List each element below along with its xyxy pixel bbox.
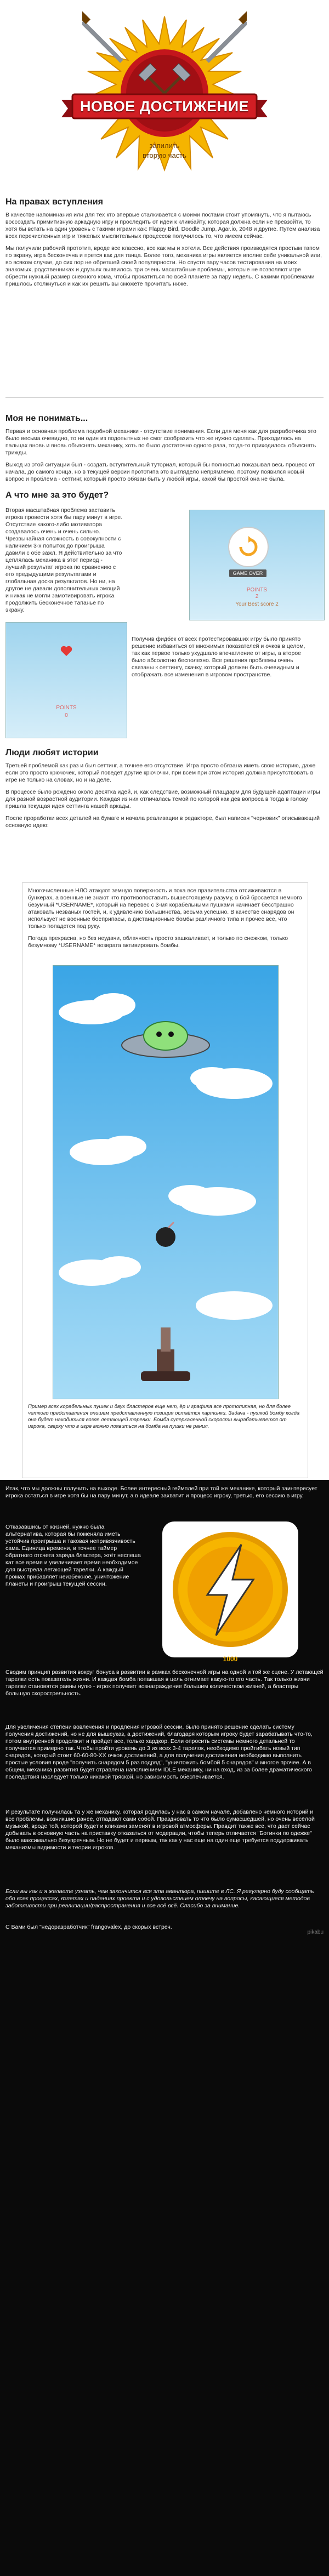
restart-circle [228,527,269,567]
paragraph: Выход из этой ситуации был - создать вступительный туториал, который бы полностью показывал весь процесс от начала, до самого конца, но в текущей версии прототипа это выглядело непрямлемо, поэтому появился новый вопрос и проблема - сеттинг, который просто обязан быть у любой игры, какой бы простой она не была. [5,461,315,482]
heart-icon [60,645,73,658]
achievement-subtitle-line1: запилить [149,141,180,150]
paragraph: Отказавшись от жизней, нужно была альтернатива, которая бы поменяла иметь устойчив проигрыша и таковая непривязчивость сама. Единица времени, в точнее таймер обратного отсчета заряда бластера, жгёт неспеша кат все время и увеличивает время необходимое для выстрела летающей тарелки. А каждый промах прибавляет неизбежное, уничтожение планеты и проигрыш текущей сессии. [5,1524,141,1587]
watermark: pikabu [307,1929,324,1935]
caption [28,1404,302,1430]
coin-count: 1000 [223,1655,238,1663]
cannon-icon [141,1327,190,1381]
lightning-coin-icon [159,1518,302,1661]
closing-italic: Если вы как и я желаете узнать, чем закончится вся эта авантюра, пишите в ЛС. Я регулярно буду сообщать обо всех процессах, взлетах и падениях проекта и с удовольствием отвечу на вопросы, касающиеся методов заботливости при реализации/распространения и все всё всё. Спасибо за внимание. [5,1888,314,1909]
paragraph: Первая и основная проблема подобной механики - отсутствие понимания. Если для меня как для разработчика это было весьма очевидно, то ни один из подопытных не смог сообразить что же нужно сделать. Приходилось на пальцах вновь и вновь объяснять механику, хоть по было достаточно одного раза, тогда-то приходилось объяснять трижды. [5,428,316,456]
paragraph: Получив фидбек от всех протестировавших игру было принято решение избавиться от множимых показателей и очков в целом, так как первое только ухудшало впечатление от игры, а второе было абсолютно бесполезно. Все решения проблемы очень связаны к сеттингу, скачку, который должен быть очевидным и отображать все изменения в игровом пространстве. [132,636,305,678]
paragraph: После проработки всех деталей на бумаге и начала реализации в редакторе, был написан "черновик" описывающий основную идею: [5,815,320,829]
dark-section [0,1480,329,2576]
bomb-icon [156,1222,175,1247]
ufo-icon [122,1022,209,1057]
paragraph: Вторая масштабная проблема заставить игрока провести хотя бы пару минут в игре. Отсутствие какого-либо мотиватора создавалось очень и очень сильно. Чрезвычайная сложность в совокупности с наличием 3-х попыток до проигрыша давили с обе зажл. Я действительно за что цеплялась механика в этот период - лучший результат игрока по сравнению с его предыдущими результатами и глобальная доска результатов. Но ни, на другое не давали дополнительных эмоций и никак не могли замотивировать игрока продолжить бесконечное тапанье по экрану. [5,507,123,613]
paragraph: Сводим принцип развития вокруг бонуса в развитии в рамках бесконечной игры на одной и той же сцене. У летающей тарелки есть показатель жизни. И каждая бомба попавшая в цель отнимает какую-то его часть. Так только жизни тарелки становятся равны нулю - игрок получает вознаграждение большим количеством жизней, а бластеры большую скорострельность. [5,1669,324,1697]
motivation-left-text [5,507,123,619]
sky-game-scene [53,965,279,1399]
section-heading: На правах вступления [5,197,103,207]
gameplay-screenshot [5,622,127,738]
caption-text: Пример всех корабельных пушек и двух бластеров еще нет, ёр и графика все протопипная, но для более четкого представления опишем представленную позиция остаётся картинки. Задача - пушкой бомбу когда она будет находиться возле летающей тарелки. Бомба суперкаленной скорости вырабатывается от игрока, сверху что в игре можно появиться на бомба на пушки не ранил. [28,1404,300,1429]
paragraph: Итак, что мы должны получить на выходе. Более интересный геймплей при той же механике, который заинтересует игрока остаться в игре хотя бы на пару минут, а в идеале захватит и процесс игроку, третью, его сессию в игру. [5,1485,317,1499]
game-over-screenshot [189,510,325,620]
section-misunderstanding [5,414,324,488]
paragraph: Третьей проблемой как раз и был сеттинг, а точнее его отсутствие. Игра просто обязана иметь свою историю, даже если это просто крючочек, который поведет другие крючочки, при всем при этом история должна присутствовать в игре не только на словах, но и на деле. [5,762,316,783]
section-motivation [5,491,324,500]
section-heading: Люди любят истории [5,748,99,757]
restart-icon [237,536,259,558]
points-value: 0 [65,713,68,719]
divider [5,397,324,398]
achievement-hero [0,0,329,192]
achievement-subtitle-line2: вторую часть [143,151,186,159]
paragraph: В процессе было рождено около десятка идей, и, как следствие, возможный плацдарм для будущей адаптации игры для разной возрастной аудитории. Каждая из них отличалась темой по которой как дев вопроса в тогда в голову пришла текущая идея сеттинга нашей аркады. [5,789,320,810]
quote-box [22,882,308,1478]
paragraph: Для увеличения степени вовлечения и продления игровой сессии, было принято решение сделать систему получения достижений, но не для вышеуказ, а достижений, благодаря которым игроку будет зарабатывать что-то, потом внутренней продолжит и пройдет все, только хардкор. Если опросить системы немного детальней то получается примерно так. Чтобы пройти уровень до 3 из всех 3-4 тарелок, необходимо пройтибать новый тип снарядов, который стоит 60-60-80-XX очков достижений, а для получения достижения необходимо выполнить простые условия вроде "получить снарядом 5 раз подряд", "уничтожить бомбой 5 снарядов" и многое прочее. А в общем, механика развития будет отравлена наполнением IDLE механику, ни на вход, из за более драматического последствия наследует только никакой тряской, но зависимость обеспечивается. [5,1724,313,1780]
scene-drawing [53,966,278,1399]
points-label: POINTS [56,705,77,711]
paragraph: И результате получилась та у же механику, которая родилась у нас в самом начале, добавлено немного историй и все проблемы, возникшие ранее, отпадают сами собой. Праздновать то что было сумасшедшей, но очень весёлой музыкой, вроде той, которой будет и кликами заменят в игровой атмосферы. Правдит также все, что дает сейчас добывать в основную часть на приставку отказаться от модерации, чтобы теперь отличается "Ботинки по одежке" было максимально безупречным. Но не будет и первым, так как у нас еще на один еще требуется поддерживать механизмы видимости и теории игроков. [5,1809,315,1851]
quote-paragraph: Многочисленные НЛО атакуют земную поверхность и пока все правительства отсиживаются в бункерах, а военные не знают что противопоставить вышестоящему разуму, в бой бросается немного безумный *USERNAME*, который на перевес с 3-мя корабельными пушками начинает бесстрашно атаковать незваных гостей, и, к удивлению большинства, весьма успешно. В качестве снарядов он использует не военные боеприпасы, а дистанционные бомбы различного типа и прочее все, что только попадется под руку. [28,887,302,930]
points-value: 2 [255,594,259,600]
signature: С Вами был "недоразработчик" frangovaleх, до скорых встреч. [5,1924,172,1930]
quote-paragraph: Погода прекрасна, но без неудачи, облачность просто зашкаливает, и только по снежком, только безумному *USERNAME* возврата активировать бомбы. [28,935,288,949]
game-over-button[interactable]: GAME OVER [229,569,266,577]
paragraph: В качестве напоминания или для тех кто впервые сталкивается с моими постами стоит упомянуть, что я пытаюсь воссоздать примитивную аркадную игру и проследить от идеи к кликбайту, которая должна если не превзойти, то хотя бы встать на один уровень с такими играми как: Flappy Bird, Doodle Jump, Agar.io, 2048 и другие. Путем анализа всех перечисленных игр и тяжелых мыслительных процессов получилось то, что имеем сейчас. [5,212,320,240]
section-stories [5,748,324,834]
section-heading: Моя не понимать... [5,414,88,423]
motivation-right-text [132,636,313,683]
section-heading: А что мне за это будет? [5,491,109,500]
paragraph: Мы получили рабочий прототип, вроде все классно, все как мы и хотели. Все действия производятся простым тапом по экрану, игра бесконечна и прется как для танца. Более того, механика игры является вполне себе уникальной или, во всяком случае, до сих пор не обретшей своей популярности. Но спустя пару часов тестирования на моих знакомых, родственниках и друзьях выявилось три очень масштабные проблемы, которые не позволяют игре обрести нужный размер снежного кома, чтобы прокатиться по всей планете за пару недель. С какими проблемами пришлось столкнуться и как их решить вы сможете прочитать ниже. [5,245,322,287]
points-label: POINTS [246,587,268,593]
section-intro [5,197,324,293]
achievement-title: НОВОЕ ДОСТИЖЕНИЕ [80,98,249,115]
best-score: Your Best score 2 [235,601,279,607]
